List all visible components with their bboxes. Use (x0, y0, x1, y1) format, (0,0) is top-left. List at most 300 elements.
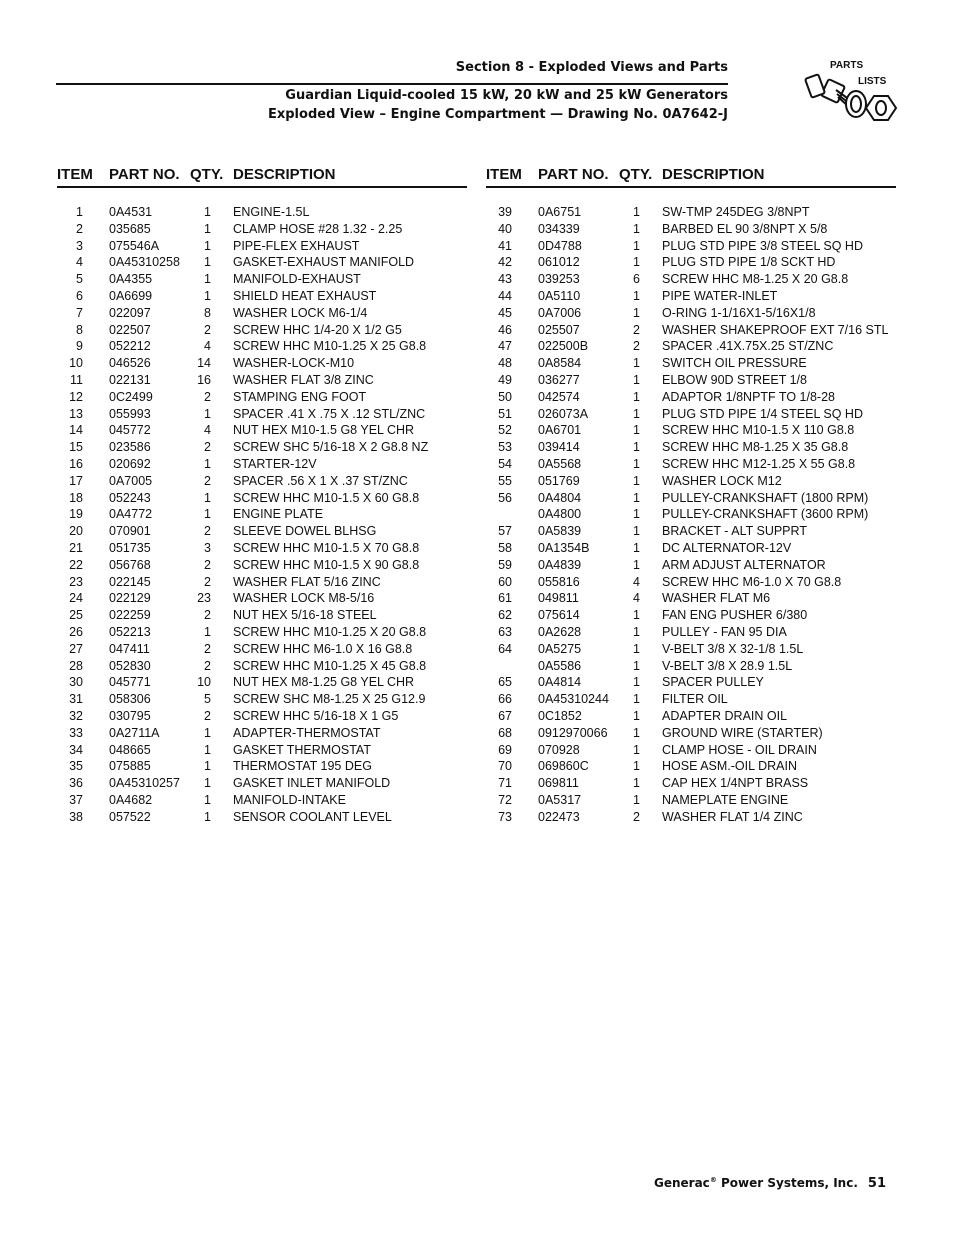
header-rule (56, 83, 728, 85)
description: SPACER .41X.75X.25 ST/ZNC (662, 339, 834, 354)
part-number: 036277 (538, 372, 580, 387)
item-number: 68 (498, 725, 512, 740)
quantity: 1 (633, 557, 640, 572)
nut-bolt-washer-icon (802, 56, 898, 128)
quantity: 1 (633, 641, 640, 656)
logo-text-lists: LISTS (858, 76, 887, 87)
description: NUT HEX M10-1.5 G8 YEL CHR (233, 423, 415, 438)
description: GROUND WIRE (STARTER) (662, 725, 823, 740)
quantity: 2 (204, 641, 211, 656)
item-number: 46 (498, 322, 512, 337)
part-number: 039253 (538, 272, 580, 287)
description: V-BELT 3/8 X 28.9 1.5L (662, 658, 793, 673)
item-number: 50 (498, 389, 512, 404)
part-number: 0D4788 (538, 238, 582, 253)
table-row (57, 355, 467, 372)
table-row (486, 271, 896, 288)
description: SCREW HHC M10-1.25 X 25 G8.8 (233, 339, 427, 354)
description: SLEEVE DOWEL BLHSG (233, 524, 377, 539)
table-row (57, 204, 467, 221)
quantity: 1 (633, 356, 640, 371)
header-qty: QTY. (619, 166, 653, 183)
part-number: 055993 (109, 406, 151, 421)
part-number: 030795 (109, 708, 151, 723)
description: THERMOSTAT 195 DEG (233, 759, 372, 774)
part-number: 025507 (538, 322, 580, 337)
table-row (486, 406, 896, 423)
description: V-BELT 3/8 X 32-1/8 1.5L (662, 641, 804, 656)
part-number: 075885 (109, 759, 151, 774)
item-number: 44 (498, 288, 512, 303)
quantity: 2 (633, 809, 640, 824)
item-number: 21 (69, 540, 83, 555)
item-number: 1 (76, 205, 83, 219)
quantity: 1 (633, 473, 640, 488)
item-number: 66 (498, 692, 512, 707)
table-row (486, 775, 896, 792)
table-row (57, 607, 467, 624)
description: CLAMP HOSE - OIL DRAIN (662, 742, 817, 757)
item-number: 47 (498, 339, 512, 354)
quantity: 1 (633, 675, 640, 690)
table-row (57, 758, 467, 775)
quantity: 2 (204, 473, 211, 488)
item-number: 2 (76, 221, 83, 236)
table-row (57, 742, 467, 759)
description: SCREW HHC M6-1.0 X 70 G8.8 (662, 574, 842, 589)
quantity: 1 (633, 423, 640, 438)
table-row (57, 775, 467, 792)
quantity: 1 (204, 456, 211, 471)
item-number: 22 (69, 557, 83, 572)
description: WASHER FLAT 1/4 ZINC (662, 809, 803, 824)
part-number: 0A6699 (109, 288, 153, 303)
table-row (486, 590, 896, 607)
part-number: 039414 (538, 440, 580, 455)
description: SCREW HHC M10-1.5 X 60 G8.8 (233, 490, 420, 505)
table-row (486, 254, 896, 271)
item-number: 24 (69, 591, 83, 606)
item-number: 35 (69, 759, 83, 774)
part-number: 045772 (109, 423, 151, 438)
part-number: 0A5568 (538, 456, 582, 471)
description: BARBED EL 90 3/8NPT X 5/8 (662, 221, 828, 236)
description: WASHER FLAT 3/8 ZINC (233, 372, 374, 387)
quantity: 1 (633, 305, 640, 320)
document-title: Guardian Liquid-cooled 15 kW, 20 kW and 25 kW Generators (285, 88, 728, 103)
description: STARTER-12V (233, 456, 317, 471)
description: ARM ADJUST ALTERNATOR (662, 557, 826, 572)
part-number: 022131 (109, 372, 151, 387)
table-row (57, 473, 467, 490)
quantity: 1 (204, 490, 211, 505)
quantity: 1 (633, 389, 640, 404)
quantity: 1 (633, 524, 640, 539)
description: PIPE WATER-INLET (662, 288, 778, 303)
table-row (486, 372, 896, 389)
item-number: 69 (498, 742, 512, 757)
quantity: 1 (633, 742, 640, 757)
part-number: 0A2628 (538, 624, 582, 639)
part-number: 0C2499 (109, 389, 153, 404)
item-number: 7 (76, 305, 83, 320)
table-row (57, 490, 467, 507)
quantity: 1 (633, 372, 640, 387)
part-number: 0912970066 (538, 725, 608, 740)
part-number: 0A7005 (109, 473, 153, 488)
table-row (57, 322, 467, 339)
table-row (57, 624, 467, 641)
footer-company: Generac (654, 1176, 710, 1190)
quantity: 10 (197, 675, 211, 690)
quantity: 4 (633, 591, 640, 606)
item-number: 4 (76, 255, 83, 270)
part-number: 0A5275 (538, 641, 582, 656)
description: FAN ENG PUSHER 6/380 (662, 608, 808, 623)
table-header (57, 166, 467, 188)
part-number: 0A45310244 (538, 692, 609, 707)
item-number: 23 (69, 574, 83, 589)
description: SW-TMP 245DEG 3/8NPT (662, 205, 810, 219)
table-row (486, 322, 896, 339)
table-row (57, 708, 467, 725)
part-number: 0C1852 (538, 708, 582, 723)
table-row (57, 406, 467, 423)
item-number: 10 (69, 356, 83, 371)
description: NUT HEX 5/16-18 STEEL (233, 608, 377, 623)
item-number: 28 (69, 658, 83, 673)
quantity: 1 (633, 540, 640, 555)
description: GASKET-EXHAUST MANIFOLD (233, 255, 415, 270)
quantity: 16 (197, 372, 211, 387)
quantity: 1 (204, 759, 211, 774)
table-row (57, 691, 467, 708)
quantity: 1 (204, 624, 211, 639)
part-number: 0A4355 (109, 272, 153, 287)
table-row (57, 338, 467, 355)
part-number: 0A7006 (538, 305, 582, 320)
parts-table-left (57, 166, 467, 825)
item-number: 14 (69, 423, 83, 438)
item-number: 3 (76, 238, 83, 253)
table-body (57, 204, 467, 825)
part-number: 0A4814 (538, 675, 582, 690)
description: ADAPTER DRAIN OIL (662, 708, 788, 723)
part-number: 051769 (538, 473, 580, 488)
quantity: 1 (204, 809, 211, 824)
description: SCREW HHC M10-1.5 X 90 G8.8 (233, 557, 420, 572)
table-row (57, 305, 467, 322)
item-number: 48 (498, 356, 512, 371)
quantity: 1 (204, 255, 211, 270)
table-row (486, 624, 896, 641)
part-number: 0A2711A (109, 725, 160, 740)
table-row (486, 792, 896, 809)
quantity: 23 (197, 591, 211, 606)
quantity: 1 (204, 205, 211, 219)
quantity: 4 (204, 339, 211, 354)
description: ADAPTER-THERMOSTAT (233, 725, 381, 740)
quantity: 1 (204, 272, 211, 287)
part-number: 0A6751 (538, 205, 582, 219)
part-number: 057522 (109, 809, 151, 824)
part-number: 075546A (109, 238, 160, 253)
quantity: 14 (197, 356, 211, 371)
description: SCREW HHC M8-1.25 X 20 G8.8 (662, 272, 849, 287)
description: PULLEY-CRANKSHAFT (3600 RPM) (662, 507, 869, 522)
item-number: 53 (498, 440, 512, 455)
description: PULLEY - FAN 95 DIA (662, 624, 787, 639)
header-item: ITEM (57, 166, 93, 183)
quantity: 1 (204, 507, 211, 522)
item-number: 67 (498, 708, 512, 723)
description: MANIFOLD-EXHAUST (233, 272, 361, 287)
item-number: 62 (498, 608, 512, 623)
part-number: 0A4682 (109, 792, 153, 807)
part-number: 0A45310258 (109, 255, 180, 270)
quantity: 8 (204, 305, 211, 320)
quantity: 5 (204, 692, 211, 707)
part-number: 0A5110 (538, 288, 581, 303)
description: SCREW HHC 1/4-20 X 1/2 G5 (233, 322, 402, 337)
table-row (57, 725, 467, 742)
table-row (486, 506, 896, 523)
item-number: 70 (498, 759, 512, 774)
table-row (486, 641, 896, 658)
quantity: 2 (204, 708, 211, 723)
item-number: 20 (69, 524, 83, 539)
table-row (57, 439, 467, 456)
quantity: 1 (633, 692, 640, 707)
description: FILTER OIL (662, 692, 728, 707)
table-body (486, 204, 896, 825)
table-row (486, 540, 896, 557)
quantity: 1 (204, 221, 211, 236)
table-row (486, 758, 896, 775)
item-number: 42 (498, 255, 512, 270)
table-row (486, 305, 896, 322)
description: GASKET THERMOSTAT (233, 742, 371, 757)
part-number: 056768 (109, 557, 151, 572)
table-row (57, 641, 467, 658)
item-number: 34 (69, 742, 83, 757)
item-number: 40 (498, 221, 512, 236)
quantity: 1 (204, 238, 211, 253)
table-header (486, 166, 896, 188)
part-number: 035685 (109, 221, 151, 236)
table-row (486, 456, 896, 473)
quantity: 1 (633, 221, 640, 236)
quantity: 1 (204, 288, 211, 303)
item-number: 41 (498, 238, 512, 253)
quantity: 1 (633, 759, 640, 774)
part-number: 0A4531 (109, 205, 153, 219)
part-number: 0A5839 (538, 524, 582, 539)
part-number: 0A4839 (538, 557, 582, 572)
description: CAP HEX 1/4NPT BRASS (662, 776, 809, 791)
part-number: 0A5586 (538, 658, 582, 673)
parts-table-right (486, 166, 896, 825)
description: O-RING 1-1/16X1-5/16X1/8 (662, 305, 816, 320)
description: WASHER-LOCK-M10 (233, 356, 355, 371)
drawing-title: Exploded View – Engine Compartment — Drawing No. 0A7642-J (267, 107, 728, 122)
description: PLUG STD PIPE 1/4 STEEL SQ HD (662, 406, 863, 421)
item-number: 58 (498, 540, 512, 555)
item-number: 43 (498, 272, 512, 287)
item-number: 49 (498, 372, 512, 387)
quantity: 2 (204, 440, 211, 455)
description: PULLEY-CRANKSHAFT (1800 RPM) (662, 490, 869, 505)
part-number: 042574 (538, 389, 580, 404)
table-row (486, 557, 896, 574)
table-row (57, 288, 467, 305)
table-row (57, 238, 467, 255)
quantity: 4 (204, 423, 211, 438)
quantity: 1 (633, 406, 640, 421)
table-row (486, 658, 896, 675)
description: NAMEPLATE ENGINE (662, 792, 789, 807)
item-number: 73 (498, 809, 512, 824)
part-number: 051735 (109, 540, 151, 555)
quantity: 1 (633, 658, 640, 673)
header-description: DESCRIPTION (233, 166, 336, 183)
table-row (57, 574, 467, 591)
quantity: 1 (204, 406, 211, 421)
part-number: 070901 (109, 524, 151, 539)
part-number: 069811 (538, 776, 579, 791)
description: SCREW HHC M10-1.25 X 20 G8.8 (233, 624, 427, 639)
part-number: 047411 (109, 641, 150, 656)
item-number: 13 (69, 406, 83, 421)
description: SCREW HHC M10-1.5 X 70 G8.8 (233, 540, 420, 555)
quantity: 1 (204, 792, 211, 807)
part-number: 061012 (538, 255, 580, 270)
item-number: 71 (498, 776, 512, 791)
quantity: 1 (633, 238, 640, 253)
description: ENGINE-1.5L (233, 205, 310, 219)
part-number: 0A5317 (538, 792, 582, 807)
quantity: 1 (633, 725, 640, 740)
quantity: 2 (204, 524, 211, 539)
item-number: 57 (498, 524, 512, 539)
header-part-no: PART NO. (538, 166, 609, 183)
table-row (486, 607, 896, 624)
table-row (57, 389, 467, 406)
item-number: 26 (69, 624, 83, 639)
part-number: 052212 (109, 339, 151, 354)
table-row (57, 271, 467, 288)
table-row (57, 540, 467, 557)
item-number: 37 (69, 792, 83, 807)
table-row (486, 355, 896, 372)
description: NUT HEX M8-1.25 G8 YEL CHR (233, 675, 415, 690)
part-number: 022129 (109, 591, 151, 606)
quantity: 1 (633, 205, 640, 219)
item-number: 11 (70, 372, 83, 387)
description: ADAPTOR 1/8NPTF TO 1/8-28 (662, 389, 835, 404)
quantity: 6 (633, 272, 640, 287)
item-number: 64 (498, 641, 512, 656)
part-number: 075614 (538, 608, 580, 623)
description: BRACKET - ALT SUPPRT (662, 524, 807, 539)
part-number: 049811 (538, 591, 579, 606)
item-number: 18 (69, 490, 83, 505)
description: PLUG STD PIPE 3/8 STEEL SQ HD (662, 238, 863, 253)
part-number: 058306 (109, 692, 151, 707)
description: SCREW SHC M8-1.25 X 25 G12.9 (233, 692, 426, 707)
description: WASHER SHAKEPROOF EXT 7/16 STL (662, 322, 889, 337)
description: ENGINE PLATE (233, 507, 324, 522)
item-number: 27 (69, 641, 83, 656)
quantity: 2 (633, 322, 640, 337)
quantity: 2 (204, 608, 211, 623)
table-row (486, 288, 896, 305)
quantity: 1 (633, 624, 640, 639)
item-number: 16 (69, 456, 83, 471)
table-row (57, 809, 467, 826)
description: MANIFOLD-INTAKE (233, 792, 346, 807)
quantity: 1 (633, 507, 640, 522)
quantity: 1 (633, 608, 640, 623)
part-number: 052830 (109, 658, 151, 673)
table-row (57, 456, 467, 473)
table-row (486, 389, 896, 406)
part-number: 052213 (109, 624, 151, 639)
quantity: 1 (204, 776, 211, 791)
description: SPACER .56 X 1 X .37 ST/ZNC (233, 473, 408, 488)
description: SCREW HHC M6-1.0 X 16 G8.8 (233, 641, 413, 656)
quantity: 1 (633, 708, 640, 723)
table-row (486, 422, 896, 439)
part-number: 022097 (109, 305, 151, 320)
quantity: 1 (633, 255, 640, 270)
part-number: 0A4772 (109, 507, 153, 522)
part-number: 0A4804 (538, 490, 582, 505)
description: WASHER LOCK M12 (662, 473, 782, 488)
item-number: 65 (498, 675, 512, 690)
page-header (56, 60, 728, 124)
logo-text-parts: PARTS (830, 60, 864, 71)
item-number: 38 (69, 809, 83, 824)
description: SPACER PULLEY (662, 675, 764, 690)
description: SCREW HHC M12-1.25 X 55 G8.8 (662, 456, 856, 471)
table-row (486, 439, 896, 456)
table-row (57, 506, 467, 523)
part-number: 069860C (538, 759, 589, 774)
description: WASHER LOCK M6-1/4 (233, 305, 368, 320)
parts-lists-logo (802, 56, 898, 128)
description: DC ALTERNATOR-12V (662, 540, 792, 555)
table-row (57, 254, 467, 271)
part-number: 022259 (109, 608, 151, 623)
quantity: 2 (204, 322, 211, 337)
page-number: 51 (867, 1176, 886, 1191)
item-number: 8 (76, 322, 83, 337)
table-row (486, 473, 896, 490)
table-row (486, 742, 896, 759)
quantity: 1 (204, 742, 211, 757)
description: WASHER FLAT M6 (662, 591, 771, 606)
part-number: 055816 (538, 574, 580, 589)
item-number: 32 (69, 708, 83, 723)
item-number: 6 (76, 288, 83, 303)
table-row (486, 523, 896, 540)
item-number: 72 (498, 792, 512, 807)
table-row (486, 204, 896, 221)
page-footer (654, 1176, 886, 1191)
part-number: 048665 (109, 742, 151, 757)
item-number: 56 (498, 490, 512, 505)
